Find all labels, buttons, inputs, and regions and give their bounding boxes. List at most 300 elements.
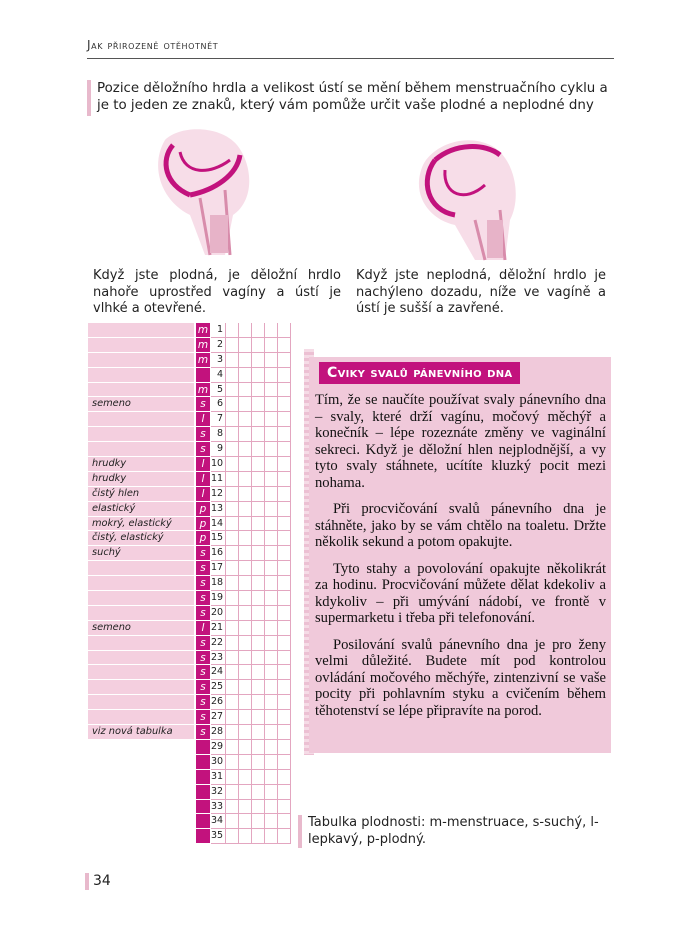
- empty-cell: [265, 442, 278, 457]
- empty-cell: [226, 606, 239, 621]
- empty-cell: [226, 457, 239, 472]
- empty-cell: [226, 368, 239, 383]
- table-row: [88, 829, 292, 844]
- empty-cell: [278, 442, 291, 457]
- empty-cell: [239, 785, 252, 800]
- empty-cell: [252, 427, 265, 442]
- empty-cell: [239, 502, 252, 517]
- empty-cell: [239, 695, 252, 710]
- empty-cell: [226, 427, 239, 442]
- row-symbol: s: [196, 651, 210, 666]
- empty-cell: [252, 740, 265, 755]
- row-day: 7: [211, 412, 226, 427]
- table-row: [88, 472, 292, 487]
- empty-cell: [252, 695, 265, 710]
- empty-cell: [239, 383, 252, 398]
- table-row: [88, 591, 292, 606]
- empty-cell: [226, 829, 239, 844]
- row-note: [88, 442, 194, 457]
- empty-cell: [265, 576, 278, 591]
- empty-cell: [239, 546, 252, 561]
- row-symbol: s: [196, 591, 210, 606]
- empty-cell: [278, 651, 291, 666]
- row-day: 28: [211, 725, 226, 740]
- row-day: 13: [211, 502, 226, 517]
- empty-cell: [239, 606, 252, 621]
- fertility-table: [88, 323, 292, 844]
- empty-cell: [226, 412, 239, 427]
- row-symbol: s: [196, 606, 210, 621]
- empty-cell: [278, 680, 291, 695]
- row-note: [88, 755, 194, 770]
- empty-cell: [265, 710, 278, 725]
- row-note: [88, 740, 194, 755]
- row-symbol: m: [197, 338, 209, 351]
- empty-cell: [265, 651, 278, 666]
- row-symbol: [196, 770, 210, 785]
- empty-cell: [239, 412, 252, 427]
- empty-cell: [278, 695, 291, 710]
- row-symbol: s: [196, 636, 210, 651]
- table-row: [88, 665, 292, 680]
- empty-cell: [239, 561, 252, 576]
- empty-cell: [252, 725, 265, 740]
- row-symbol: s: [196, 665, 210, 680]
- empty-cell: [226, 814, 239, 829]
- empty-cell: [239, 814, 252, 829]
- table-row: [88, 576, 292, 591]
- empty-cell: [226, 383, 239, 398]
- empty-cell: [239, 576, 252, 591]
- empty-cell: [252, 383, 265, 398]
- empty-cell: [226, 636, 239, 651]
- row-day: 10: [211, 457, 226, 472]
- empty-cell: [278, 397, 291, 412]
- empty-cell: [252, 368, 265, 383]
- empty-cell: [252, 770, 265, 785]
- row-note: hrudky: [88, 457, 194, 472]
- empty-cell: [239, 353, 252, 368]
- empty-cell: [239, 338, 252, 353]
- row-note: čistý hlen: [88, 487, 194, 502]
- row-day: 27: [211, 710, 226, 725]
- row-day: 30: [211, 755, 226, 770]
- empty-cell: [226, 785, 239, 800]
- exercise-paragraph: Tím, že se naučíte používat svaly pánevního dna – svaly, které drží vagínu, močový měchýř a konečník – lépe rozeznáte změny ve vaginální sekreci. Když je děložní hlen nejplodnější, a vy tyto svaly stáhnete, ucítíte kluzký pocit mezi nohama.: [315, 392, 606, 491]
- empty-cell: [252, 800, 265, 815]
- empty-cell: [239, 725, 252, 740]
- table-row: [88, 338, 292, 353]
- empty-cell: [252, 531, 265, 546]
- empty-cell: [278, 829, 291, 844]
- empty-cell: [252, 561, 265, 576]
- empty-cell: [278, 725, 291, 740]
- empty-cell: [265, 397, 278, 412]
- row-day: 8: [211, 427, 226, 442]
- empty-cell: [278, 665, 291, 680]
- row-symbol: s: [196, 561, 210, 576]
- empty-cell: [278, 740, 291, 755]
- table-row: [88, 725, 292, 740]
- empty-cell: [226, 651, 239, 666]
- table-row: [88, 427, 292, 442]
- empty-cell: [252, 710, 265, 725]
- table-row: [88, 502, 292, 517]
- empty-cell: [278, 427, 291, 442]
- empty-cell: [252, 472, 265, 487]
- empty-cell: [252, 397, 265, 412]
- row-symbol: [196, 740, 210, 755]
- row-day: 23: [211, 651, 226, 666]
- empty-cell: [278, 606, 291, 621]
- empty-cell: [226, 472, 239, 487]
- row-note: [88, 368, 194, 383]
- row-day: 4: [211, 368, 226, 383]
- row-day: 26: [211, 695, 226, 710]
- empty-cell: [278, 472, 291, 487]
- empty-cell: [226, 725, 239, 740]
- empty-cell: [226, 621, 239, 636]
- exercise-title: Cviky svalů pánevního dna: [319, 362, 520, 384]
- empty-cell: [252, 338, 265, 353]
- empty-cell: [226, 487, 239, 502]
- row-note: [88, 353, 194, 368]
- empty-cell: [252, 353, 265, 368]
- empty-cell: [239, 472, 252, 487]
- row-day: 6: [211, 397, 226, 412]
- empty-cell: [265, 621, 278, 636]
- empty-cell: [252, 636, 265, 651]
- row-symbol: s: [196, 725, 210, 740]
- empty-cell: [278, 531, 291, 546]
- row-symbol: l: [196, 457, 210, 472]
- table-row: [88, 531, 292, 546]
- empty-cell: [265, 755, 278, 770]
- row-day: 24: [211, 665, 226, 680]
- exercise-paragraph: Posilování svalů pánevního dna je pro ženy velmi důležité. Budete mít pod kontrolou ovládání močového měchýře, zintenzivní se vaše pocity při pohlavním styku a cvičením během těhotenství se lépe připravíte na porod.: [315, 636, 606, 719]
- empty-cell: [252, 412, 265, 427]
- empty-cell: [239, 680, 252, 695]
- empty-cell: [278, 412, 291, 427]
- row-day: 1: [211, 323, 226, 338]
- row-note: hrudky: [88, 472, 194, 487]
- row-note: [88, 814, 194, 829]
- row-day: 15: [211, 531, 226, 546]
- intro-bar: [87, 80, 91, 116]
- empty-cell: [265, 383, 278, 398]
- row-note: [88, 338, 194, 353]
- row-symbol: m: [197, 383, 209, 396]
- empty-cell: [265, 517, 278, 532]
- empty-cell: [265, 680, 278, 695]
- page-number: 34: [93, 873, 111, 889]
- row-note: [88, 829, 194, 844]
- row-note: [88, 591, 194, 606]
- empty-cell: [226, 591, 239, 606]
- table-row: [88, 561, 292, 576]
- empty-cell: [278, 487, 291, 502]
- empty-cell: [265, 502, 278, 517]
- empty-cell: [239, 800, 252, 815]
- row-note: [88, 383, 194, 398]
- table-row: [88, 353, 292, 368]
- row-symbol: s: [196, 546, 210, 561]
- table-row: [88, 606, 292, 621]
- empty-cell: [226, 323, 239, 338]
- legend-bar: [298, 815, 302, 848]
- empty-cell: [265, 800, 278, 815]
- empty-cell: [265, 412, 278, 427]
- cervix-infertile-illustration: [405, 125, 525, 265]
- empty-cell: [278, 517, 291, 532]
- row-symbol: [196, 755, 210, 770]
- row-note: [88, 323, 194, 338]
- empty-cell: [226, 517, 239, 532]
- empty-cell: [239, 710, 252, 725]
- empty-cell: [226, 665, 239, 680]
- row-note: [88, 710, 194, 725]
- empty-cell: [265, 531, 278, 546]
- row-day: 31: [211, 770, 226, 785]
- row-note: [88, 695, 194, 710]
- row-note: [88, 636, 194, 651]
- empty-cell: [252, 591, 265, 606]
- empty-cell: [278, 710, 291, 725]
- table-row: [88, 814, 292, 829]
- row-symbol: s: [196, 427, 210, 442]
- row-day: 19: [211, 591, 226, 606]
- empty-cell: [239, 517, 252, 532]
- empty-cell: [226, 397, 239, 412]
- row-note: elastický: [88, 502, 194, 517]
- empty-cell: [226, 576, 239, 591]
- table-row: [88, 368, 292, 383]
- empty-cell: [252, 546, 265, 561]
- empty-cell: [265, 665, 278, 680]
- empty-cell: [226, 770, 239, 785]
- empty-cell: [278, 800, 291, 815]
- row-symbol: [196, 368, 210, 383]
- row-day: 9: [211, 442, 226, 457]
- row-symbol: s: [196, 710, 210, 725]
- empty-cell: [278, 770, 291, 785]
- empty-cell: [239, 397, 252, 412]
- row-day: 22: [211, 636, 226, 651]
- empty-cell: [239, 740, 252, 755]
- empty-cell: [278, 591, 291, 606]
- empty-cell: [226, 800, 239, 815]
- empty-cell: [226, 695, 239, 710]
- row-note: [88, 651, 194, 666]
- empty-cell: [278, 755, 291, 770]
- empty-cell: [239, 442, 252, 457]
- row-symbol: s: [196, 680, 210, 695]
- empty-cell: [265, 561, 278, 576]
- table-row: [88, 412, 292, 427]
- empty-cell: [239, 621, 252, 636]
- empty-cell: [265, 472, 278, 487]
- empty-cell: [265, 353, 278, 368]
- empty-cell: [278, 546, 291, 561]
- empty-cell: [278, 636, 291, 651]
- row-note: suchý: [88, 546, 194, 561]
- empty-cell: [265, 591, 278, 606]
- fertile-caption: Když jste plodná, je děložní hrdlo nahoře uprostřed vagíny a ústí je vlhké a otevřené.: [93, 268, 341, 316]
- empty-cell: [252, 785, 265, 800]
- table-row: [88, 680, 292, 695]
- row-symbol: m: [197, 324, 209, 336]
- row-note: [88, 561, 194, 576]
- row-day: 32: [211, 785, 226, 800]
- empty-cell: [278, 814, 291, 829]
- empty-cell: [252, 829, 265, 844]
- row-note: [88, 427, 194, 442]
- empty-cell: [265, 695, 278, 710]
- row-day: 33: [211, 800, 226, 815]
- row-note: čistý, elastický: [88, 531, 194, 546]
- empty-cell: [226, 546, 239, 561]
- row-day: 18: [211, 576, 226, 591]
- table-row: [88, 695, 292, 710]
- empty-cell: [265, 427, 278, 442]
- empty-cell: [252, 457, 265, 472]
- intro-text: Pozice děložního hrdla a velikost ústí se mění během menstruačního cyklu a je to jeden ze znaků, který vám pomůže určit vaše plodné a neplodné dny: [97, 81, 608, 113]
- empty-cell: [265, 457, 278, 472]
- table-row: [88, 383, 292, 398]
- table-row: [88, 770, 292, 785]
- row-symbol: [196, 785, 210, 800]
- empty-cell: [226, 755, 239, 770]
- empty-cell: [252, 517, 265, 532]
- empty-cell: [252, 651, 265, 666]
- table-row: [88, 457, 292, 472]
- table-row: [88, 487, 292, 502]
- running-header: Jak přirozeně otěhotnět: [87, 38, 219, 52]
- empty-cell: [226, 561, 239, 576]
- row-day: 29: [211, 740, 226, 755]
- empty-cell: [252, 323, 265, 338]
- empty-cell: [252, 576, 265, 591]
- empty-cell: [239, 457, 252, 472]
- empty-cell: [226, 740, 239, 755]
- empty-cell: [252, 665, 265, 680]
- row-note: semeno: [88, 621, 194, 636]
- row-day: 21: [211, 621, 226, 636]
- empty-cell: [278, 457, 291, 472]
- row-symbol: s: [196, 695, 210, 710]
- empty-cell: [265, 785, 278, 800]
- row-day: 5: [211, 383, 226, 398]
- empty-cell: [265, 487, 278, 502]
- empty-cell: [252, 502, 265, 517]
- row-symbol: p: [196, 531, 210, 546]
- row-day: 16: [211, 546, 226, 561]
- table-row: [88, 397, 292, 412]
- empty-cell: [252, 680, 265, 695]
- table-legend: Tabulka plodnosti: m-menstruace, s-suchý, l-lepkavý, p-plodný.: [308, 815, 599, 847]
- row-symbol: s: [196, 576, 210, 591]
- row-note: mokrý, elastický: [88, 517, 194, 532]
- empty-cell: [226, 710, 239, 725]
- empty-cell: [278, 338, 291, 353]
- row-day: 34: [211, 814, 226, 829]
- exercise-paragraph: Při procvičování svalů pánevního dna je stáhněte, jako by se vám chtělo na toaletu. Držte několik sekund a potom opakujte.: [315, 501, 606, 550]
- row-symbol: [196, 829, 210, 844]
- empty-cell: [278, 383, 291, 398]
- empty-cell: [278, 576, 291, 591]
- empty-cell: [252, 755, 265, 770]
- infertile-caption: Když jste neplodná, děložní hrdlo je nachýleno dozadu, níže ve vagíně a ústí je sušší a zavřené.: [356, 268, 606, 316]
- empty-cell: [239, 427, 252, 442]
- row-day: 25: [211, 680, 226, 695]
- empty-cell: [239, 368, 252, 383]
- empty-cell: [239, 487, 252, 502]
- row-symbol: s: [196, 397, 210, 412]
- row-day: 2: [211, 338, 226, 353]
- empty-cell: [265, 338, 278, 353]
- empty-cell: [278, 785, 291, 800]
- table-row: [88, 442, 292, 457]
- row-symbol: p: [196, 502, 210, 517]
- header-rule: [87, 58, 614, 59]
- row-day: 11: [211, 472, 226, 487]
- row-note: [88, 680, 194, 695]
- empty-cell: [252, 814, 265, 829]
- empty-cell: [239, 770, 252, 785]
- row-note: [88, 770, 194, 785]
- empty-cell: [239, 755, 252, 770]
- exercise-body: [315, 392, 606, 729]
- table-row: [88, 710, 292, 725]
- empty-cell: [278, 368, 291, 383]
- row-symbol: m: [197, 353, 209, 366]
- empty-cell: [252, 606, 265, 621]
- row-day: 12: [211, 487, 226, 502]
- table-row: [88, 755, 292, 770]
- empty-cell: [226, 502, 239, 517]
- row-note: [88, 606, 194, 621]
- row-note: [88, 785, 194, 800]
- empty-cell: [265, 323, 278, 338]
- row-symbol: l: [196, 472, 210, 487]
- page-number-bar: [85, 873, 89, 890]
- row-day: 14: [211, 517, 226, 532]
- table-row: [88, 323, 292, 338]
- row-symbol: l: [196, 412, 210, 427]
- empty-cell: [278, 323, 291, 338]
- row-note: [88, 665, 194, 680]
- row-note: semeno: [88, 397, 194, 412]
- row-symbol: l: [196, 621, 210, 636]
- table-row: [88, 636, 292, 651]
- empty-cell: [239, 636, 252, 651]
- empty-cell: [252, 487, 265, 502]
- row-day: 3: [211, 353, 226, 368]
- empty-cell: [278, 621, 291, 636]
- empty-cell: [239, 651, 252, 666]
- empty-cell: [239, 591, 252, 606]
- row-symbol: [196, 814, 210, 829]
- row-note: [88, 576, 194, 591]
- empty-cell: [278, 561, 291, 576]
- empty-cell: [265, 814, 278, 829]
- row-symbol: [196, 800, 210, 815]
- empty-cell: [239, 531, 252, 546]
- row-note: [88, 800, 194, 815]
- empty-cell: [252, 442, 265, 457]
- cervix-fertile-illustration: [145, 120, 255, 260]
- table-row: [88, 651, 292, 666]
